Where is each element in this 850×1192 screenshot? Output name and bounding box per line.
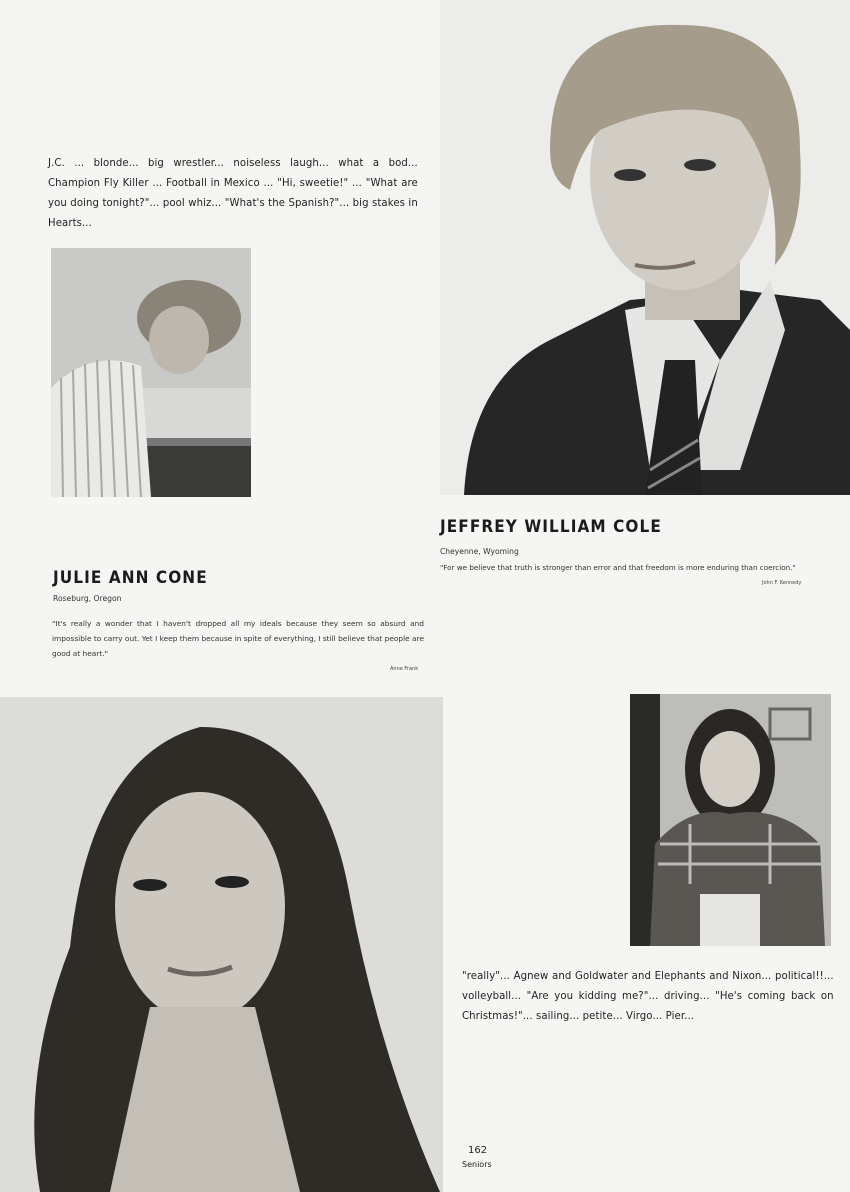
jeffrey-portrait: [440, 0, 850, 495]
jeffrey-quote-author: John F. Kennedy: [762, 580, 802, 586]
jeffrey-name: JEFFREY WILLIAM COLE: [440, 517, 662, 537]
jeffrey-quote: "For we believe that truth is stronger than error and that freedom is more enduring than coercion.": [440, 563, 796, 572]
jeffrey-blurb: J.C. ... blonde... big wrestler... noiseless laugh... what a bod... Champion Fly Killer ... Football in Mexico ... "Hi, sweetie!" ... "What are you doing tonight?"... pool whiz... "What's the Spanish?"... big stakes in Hearts...: [48, 156, 418, 229]
section-label: Seniors: [462, 1160, 492, 1169]
julie-hometown: Roseburg, Oregon: [53, 594, 122, 603]
jeffrey-hometown: Cheyenne, Wyoming: [440, 547, 519, 556]
julie-candid-photo: [630, 694, 831, 946]
julie-quote: "It's really a wonder that I haven't dropped all my ideals because they seem so absurd and impossible to carry out. Yet I keep them because in spite of everything, I still believe that people are good at heart.": [52, 619, 424, 658]
julie-portrait: [0, 697, 443, 1192]
julie-quote-author: Anne Frank: [390, 666, 419, 672]
jeffrey-candid-photo: [51, 248, 251, 497]
page-number: 162: [468, 1145, 488, 1156]
julie-name: JULIE ANN CONE: [53, 568, 208, 588]
julie-blurb: "really"... Agnew and Goldwater and Elephants and Nixon... political!!... volleyball... "Are you kidding me?"... driving... "He's coming back on Christmas!"... sailing... petite... Virgo... Pier...: [462, 969, 834, 1022]
